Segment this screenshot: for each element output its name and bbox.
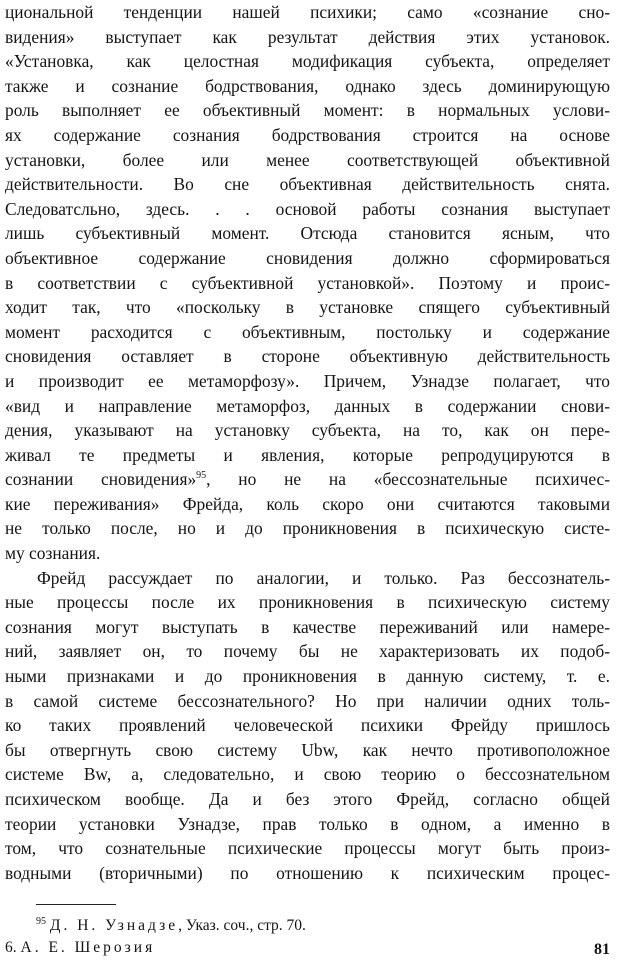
text-line: лишь субъективный момент. Отсюда становится ясным, что	[5, 223, 610, 244]
text-line: дения, указывают на установку субъекта, на то, как он пере-	[5, 420, 610, 441]
footnote-author: Д. Н. Узнадзе	[49, 917, 179, 934]
text-line: и производит ее метаморфозу». Причем, Узнадзе полагает, что	[5, 370, 610, 391]
text-line: живал те предметы и явления, которые репродуцируются в	[5, 444, 610, 465]
line-head: сознании сновидения»	[5, 469, 197, 490]
text-line-with-footnote-ref	[5, 467, 610, 492]
text-line: теории установки Узнадзе, прав только в одном, а именно в	[5, 813, 610, 834]
footnote-citation: , Указ. соч., стр. 70.	[178, 917, 306, 934]
text-line: установки, более или менее соответствующей объективной	[5, 149, 610, 170]
text-line: ях содержание сознания бодрствования строится на основе	[5, 124, 610, 145]
signature-number: 6.	[5, 939, 17, 956]
footnote-number: 95	[36, 915, 46, 927]
footnote-divider	[36, 904, 116, 905]
body-text	[5, 0, 610, 885]
text-line: системе Bw, а, следовательно, и свою теорию о бессознательном	[5, 764, 610, 785]
footnote-reference: 95	[196, 470, 207, 482]
line-tail: , но не на «бессознательные психичес-	[206, 469, 610, 490]
text-line: ко таких проявлений человеческой психики Фрейду пришлось	[5, 715, 610, 736]
text-line: не только после, но и до проникновения в психическую систе-	[5, 518, 610, 539]
text-line: «вид и направление метаморфоз, данных в содержании снови-	[5, 395, 610, 416]
text-line: видения» выступает как результат действия этих установок.	[5, 26, 610, 47]
signature-mark	[5, 938, 155, 958]
text-line: ные процессы после их проникновения в психическую систему	[5, 592, 610, 613]
paragraph-last-line: му сознания.	[5, 543, 101, 564]
page-number: 81	[594, 941, 610, 958]
text-line: в самой системе бессознательного? Но при наличии одних толь-	[5, 690, 610, 711]
text-line: том, что сознательные психические процессы могут быть произ-	[5, 838, 610, 859]
footnote	[36, 916, 306, 936]
text-line: Следоватсльно, здесь. . . основой работы сознания выступает	[5, 198, 610, 219]
text-line: роль выполняет ее объективный момент: в нормальных услови-	[5, 100, 610, 121]
text-line: объективное содержание сновидения должно сформироваться	[5, 247, 610, 268]
text-line: сновидения оставляет в стороне объективную действительность	[5, 346, 610, 367]
text-line: психическом вообще. Да и без этого Фрейд, согласно общей	[5, 789, 610, 809]
text-line: водными (вторичными) по отношению к психическим процес-	[5, 862, 610, 883]
text-line: действительности. Во сне объективная действительность снята.	[5, 174, 610, 195]
text-line: бы отвергнуть свою систему Ubw, как нечто противоположное	[5, 739, 610, 760]
text-line: ными признаками и до проникновения в данную систему, т. е.	[5, 666, 610, 687]
text-line: также и сознание бодрствования, однако здесь доминирующую	[5, 75, 610, 96]
text-line: в соответствии с субъективной установкой». Поэтому и проис-	[5, 272, 610, 293]
text-line: момент расходится с объективным, постольку и содержание	[5, 321, 610, 342]
text-line: сознания могут выступать в качестве переживаний или намере-	[5, 616, 610, 637]
text-line: ходит так, что «поскольку в установке спящего субъективный	[5, 297, 610, 318]
text-line: циональной тенденции нашей психики; само «сознание сно-	[5, 2, 610, 22]
paragraph-first-line: Фрейд рассуждает по аналогии, и только. Раз бессознатель-	[37, 567, 610, 588]
text-line: ний, заявляет он, то почему бы не характеризовать их подоб-	[5, 641, 610, 662]
signature-name: А. Е. Шерозия	[20, 939, 156, 956]
text-line: «Установка, как целостная модификация субъекта, определяет	[5, 51, 610, 72]
text-line: кие переживания» Фрейда, коль скоро они считаются таковыми	[5, 493, 610, 514]
